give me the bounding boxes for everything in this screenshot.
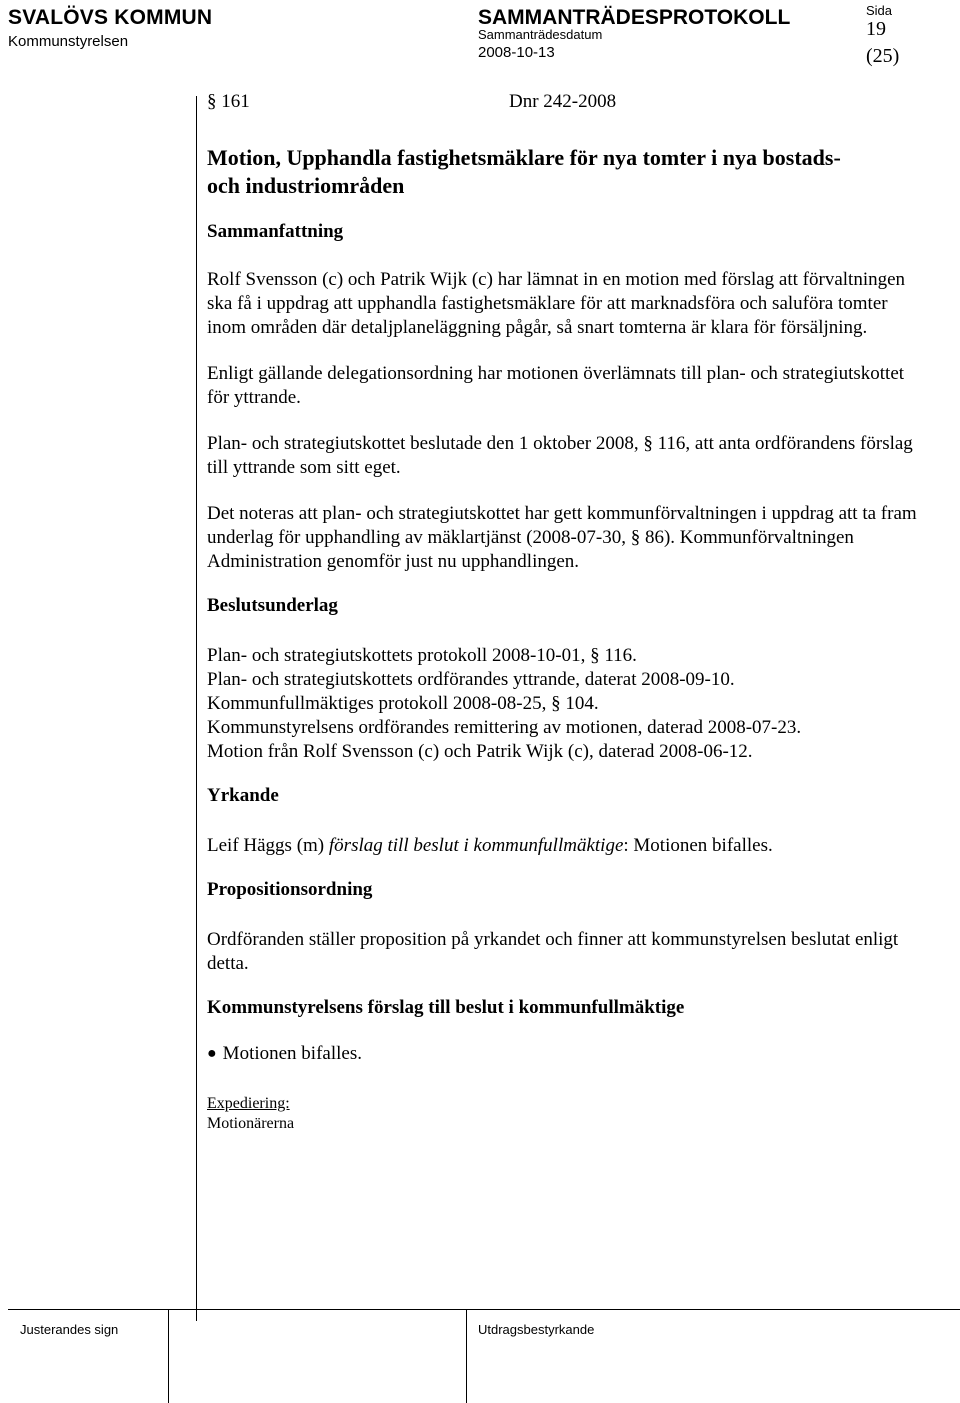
signer-label: Justerandes sign	[20, 1322, 119, 1337]
date-label: Sammanträdesdatum	[478, 27, 603, 42]
proposition-heading: Propositionsordning	[207, 879, 373, 900]
page-label: Sida	[866, 3, 893, 18]
motion-proposal-label: förslag till beslut i kommunfullmäktige	[328, 835, 624, 856]
summary-heading: Sammanfattning	[207, 221, 344, 242]
department-name: Kommunstyrelsen	[8, 33, 129, 50]
basis-heading: Beslutsunderlag	[207, 595, 338, 616]
section-number: 161	[221, 91, 250, 112]
case-title: Motion, Upphandla fastighetsmäklare för nya tomter i nya bostads- och industriområden	[207, 145, 841, 198]
case-dnr: Dnr 242-2008	[509, 91, 617, 112]
proposition-text: Ordföranden ställer proposition på yrkandet och finner att kommunstyrelsen beslutat enligt detta.	[207, 929, 899, 974]
motion-text	[207, 834, 927, 858]
organization-name: SVALÖVS KOMMUN	[8, 6, 213, 29]
decision-text: Motionen bifalles.	[222, 1043, 362, 1064]
motion-heading: Yrkande	[207, 785, 279, 806]
section-symbol: §	[207, 91, 217, 112]
summary-paragraph-2: Enligt gällande delegationsordning har motionen överlämnats till plan- och strategiutskottet för yttrande.	[207, 363, 905, 408]
document-type: SAMMANTRÄDESPROTOKOLL	[478, 6, 791, 29]
decision-heading: Kommunstyrelsens förslag till beslut i kommunfullmäktige	[207, 997, 685, 1018]
protocol-body	[207, 90, 927, 1134]
basis-list	[207, 644, 927, 764]
summary-paragraph-4: Det noteras att plan- och strategiutskottet har gett kommunförvaltningen i uppdrag att ta fram underlag för upphandling av mäklartjänst (2008-07-30, § 86). Kommunförvaltningen Administration genomför just nu upphandlingen.	[207, 503, 917, 572]
list-item: Plan- och strategiutskottets protokoll 2008-10-01, § 116.	[207, 645, 637, 666]
page-number: 19	[866, 18, 886, 40]
margin-rule	[196, 96, 197, 1321]
extract-label: Utdragsbestyrkande	[478, 1322, 595, 1337]
list-item: Kommunfullmäktiges protokoll 2008-08-25, § 104.	[207, 693, 599, 714]
bullet-icon: ●	[207, 1045, 217, 1062]
list-item: Kommunstyrelsens ordförandes remittering av motionen, daterad 2008-07-23.	[207, 717, 802, 738]
dispatch-recipient: Motionärerna	[207, 1115, 295, 1132]
motion-speaker: Leif Häggs (m)	[207, 835, 329, 856]
motion-proposal-text: : Motionen bifalles.	[623, 835, 773, 856]
meeting-date: 2008-10-13	[478, 44, 555, 61]
list-item: Plan- och strategiutskottets ordförandes yttrande, daterat 2008-09-10.	[207, 669, 735, 690]
footer-divider	[466, 1309, 467, 1403]
dispatch-label: Expediering:	[207, 1095, 290, 1112]
decision-item	[207, 1042, 927, 1066]
footer-divider	[168, 1309, 169, 1403]
summary-paragraph-1: Rolf Svensson (c) och Patrik Wijk (c) har lämnat in en motion med förslag att förvaltningen ska få i uppdrag att upphandla fastighetsmäklare för att marknadsföra och saluföra tomter inom områden där detaljplaneläggning pågår, så snart tomterna är klara för försäljning.	[207, 269, 906, 338]
case-reference	[207, 90, 927, 114]
list-item: Motion från Rolf Svensson (c) och Patrik Wijk (c), daterad 2008-06-12.	[207, 741, 753, 762]
page-total: (25)	[866, 45, 900, 67]
summary-paragraph-3: Plan- och strategiutskottet beslutade den 1 oktober 2008, § 116, att anta ordförandens förslag till yttrande som sitt eget.	[207, 433, 913, 478]
footer-rule	[8, 1309, 960, 1310]
